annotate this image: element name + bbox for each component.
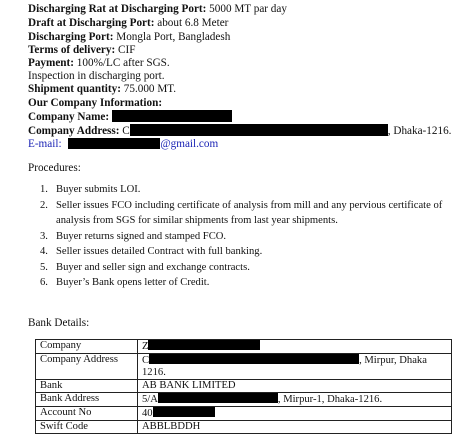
email-suffix[interactable]: @gmail.com <box>160 138 219 150</box>
company-info-heading <box>28 97 162 110</box>
procedure-text: Seller issues FCO including certificate of analysis from mill and any pervious certificate of analysis from SGS for similar shipments from last year shipments. <box>56 199 443 226</box>
company-name-label: Company Name: <box>28 111 110 123</box>
account-value-prefix: 40 <box>142 408 153 419</box>
company-value-cell <box>138 340 452 354</box>
terms-label: Terms of delivery: <box>28 44 116 56</box>
terms-value: CIF <box>118 44 136 56</box>
inspection-text: Inspection in discharging port. <box>28 70 165 82</box>
bank-label-cell: Bank <box>36 380 138 393</box>
inspection-line <box>28 70 165 83</box>
payment-line <box>28 57 170 70</box>
payment-label: Payment: <box>28 57 74 69</box>
company-value-prefix: Z <box>142 341 149 352</box>
company-address-redaction <box>130 124 388 136</box>
account-value-cell <box>138 407 452 421</box>
bank-address-label-cell: Bank Address <box>36 393 138 407</box>
procedure-number: 3. <box>40 230 48 242</box>
bank-details-table <box>35 339 452 434</box>
discharge-rate-line <box>28 3 287 16</box>
bank-address-value-suffix: , Mirpur-1, Dhaka-1216. <box>277 394 383 405</box>
swift-label-cell: Swift Code <box>36 421 138 434</box>
table-row <box>36 354 452 380</box>
table-row <box>36 407 452 421</box>
quantity-line <box>28 83 176 96</box>
procedure-item <box>40 229 460 245</box>
company-name-line <box>28 110 232 124</box>
email-redaction <box>68 138 160 149</box>
company-value-redaction <box>148 340 260 350</box>
port-line <box>28 31 230 44</box>
address-value-prefix: C <box>142 355 150 366</box>
company-address-line <box>28 124 451 138</box>
address-value-cell <box>138 354 452 380</box>
address-value-line2: 1216. <box>142 367 166 378</box>
company-address-label: Company Address: <box>28 125 120 137</box>
account-value-redaction <box>153 407 215 417</box>
company-address-suffix: , Dhaka-1216. <box>387 125 452 137</box>
procedure-item <box>40 244 460 260</box>
address-value-suffix: , Mirpur, Dhaka <box>359 355 427 366</box>
procedure-text: Buyer submits LOI. <box>56 184 141 195</box>
procedure-number: 5. <box>40 261 48 273</box>
bank-address-value-redaction <box>158 393 278 403</box>
email-line[interactable] <box>28 138 218 151</box>
procedure-item <box>40 275 460 291</box>
procedure-number: 1. <box>40 184 48 195</box>
bank-details-heading: Bank Details: <box>28 317 90 329</box>
table-row <box>36 340 452 354</box>
quantity-value: 75.000 MT. <box>123 83 177 95</box>
procedure-text: Buyer and seller sign and exchange contracts. <box>56 261 250 273</box>
procedure-number: 2. <box>40 199 48 211</box>
procedure-item <box>40 182 460 198</box>
procedures-heading: Procedures: <box>28 162 81 174</box>
address-label-cell: Company Address <box>36 354 138 380</box>
draft-line <box>28 17 228 30</box>
company-address-prefix: C <box>122 125 130 137</box>
procedure-text: Buyer returns signed and stamped FCO. <box>56 230 227 242</box>
email-label: E-mail: <box>28 138 62 150</box>
account-label-cell: Account No <box>36 407 138 421</box>
company-info-heading-text: Our Company Information: <box>28 97 163 109</box>
draft-label: Draft at Discharging Port: <box>28 17 155 29</box>
payment-value: 100%/LC after SGS. <box>76 57 170 69</box>
draft-value: about 6.8 Meter <box>157 17 229 29</box>
table-row <box>36 393 452 407</box>
address-value-redaction <box>149 354 359 364</box>
swift-value-cell: ABBLBDDH <box>138 421 452 434</box>
company-name-redaction <box>112 110 232 122</box>
procedure-item <box>40 198 460 229</box>
bank-address-value-prefix: 5/A <box>142 394 158 405</box>
table-row <box>36 380 452 393</box>
port-value: Mongla Port, Bangladesh <box>116 31 231 43</box>
procedure-text: Seller issues detailed Contract with full banking. <box>56 246 263 257</box>
port-label: Discharging Port: <box>28 31 114 43</box>
procedure-item <box>40 260 460 276</box>
bank-value-cell: AB BANK LIMITED <box>138 380 452 393</box>
discharge-rate-label: Discharging Rat at Discharging Port: <box>28 3 207 15</box>
procedure-number: 4. <box>40 246 48 257</box>
procedure-text: Buyer’s Bank opens letter of Credit. <box>56 277 210 288</box>
terms-line <box>28 44 135 57</box>
table-row <box>36 421 452 434</box>
company-label-cell: Company <box>36 340 138 354</box>
procedure-number: 6. <box>40 277 48 288</box>
bank-address-value-cell <box>138 393 452 407</box>
quantity-label: Shipment quantity: <box>28 83 121 95</box>
procedures-list <box>40 182 460 291</box>
discharge-rate-value: 5000 MT par day <box>209 3 287 15</box>
